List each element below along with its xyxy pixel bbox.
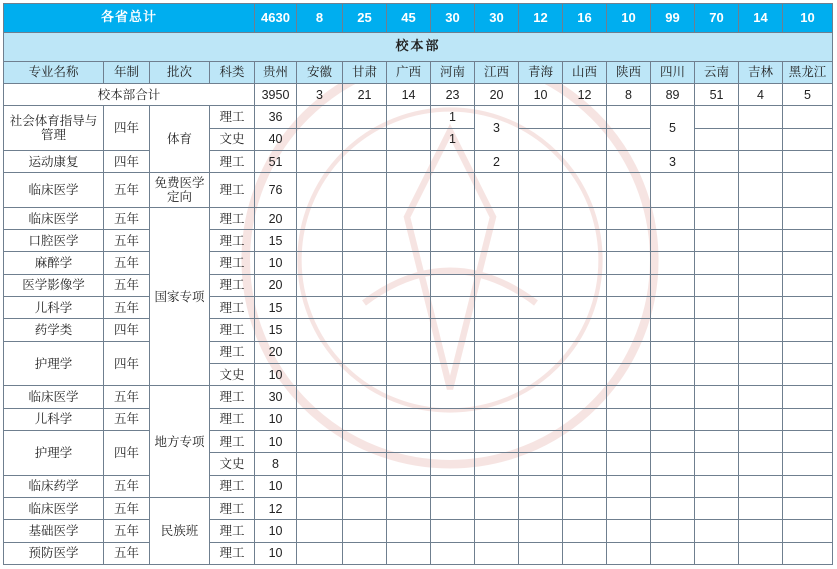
table-row — [4, 151, 833, 173]
program-years: 五年 — [104, 542, 150, 564]
table-row — [4, 319, 833, 341]
subject-type: 理工 — [210, 297, 255, 319]
major-name: 临床医学 — [4, 207, 104, 229]
subtotal-value: 4 — [739, 84, 783, 106]
guizhou-quota: 51 — [255, 151, 297, 173]
guizhou-quota: 76 — [255, 173, 297, 207]
column-header: 科类 — [210, 61, 255, 83]
program-years: 四年 — [104, 106, 150, 151]
sichuan-quota: 3 — [651, 151, 695, 173]
column-header: 黑龙江 — [783, 61, 833, 83]
program-years: 五年 — [104, 230, 150, 252]
admission-plan-table — [3, 3, 833, 565]
column-header: 批次 — [150, 61, 210, 83]
guizhou-quota: 15 — [255, 319, 297, 341]
major-name: 儿科学 — [4, 408, 104, 430]
total-value: 25 — [343, 4, 387, 33]
guizhou-quota: 8 — [255, 453, 297, 475]
guizhou-quota: 30 — [255, 386, 297, 408]
program-years: 五年 — [104, 408, 150, 430]
major-name: 麻醉学 — [4, 252, 104, 274]
column-header: 年制 — [104, 61, 150, 83]
major-name: 儿科学 — [4, 297, 104, 319]
subtotal-value: 21 — [343, 84, 387, 106]
column-header: 甘肃 — [343, 61, 387, 83]
table-row — [4, 542, 833, 564]
column-header: 贵州 — [255, 61, 297, 83]
subject-type: 理工 — [210, 230, 255, 252]
batch-name: 体育 — [150, 106, 210, 173]
total-value: 30 — [475, 4, 519, 33]
total-value: 16 — [563, 4, 607, 33]
table-row — [4, 520, 833, 542]
subject-type: 理工 — [210, 274, 255, 296]
jiangxi-quota: 3 — [475, 106, 519, 151]
total-value: 10 — [607, 4, 651, 33]
guizhou-quota: 10 — [255, 252, 297, 274]
total-value: 70 — [695, 4, 739, 33]
major-name: 社会体育指导与管理 — [4, 106, 104, 151]
table-row — [4, 341, 833, 363]
subject-type: 文史 — [210, 453, 255, 475]
program-years: 五年 — [104, 252, 150, 274]
subject-type: 理工 — [210, 408, 255, 430]
major-name: 口腔医学 — [4, 230, 104, 252]
total-value: 45 — [387, 4, 431, 33]
program-years: 五年 — [104, 173, 150, 207]
table-row — [4, 207, 833, 229]
guizhou-quota: 15 — [255, 230, 297, 252]
column-header: 青海 — [519, 61, 563, 83]
subject-type: 理工 — [210, 341, 255, 363]
subtotal-value: 89 — [651, 84, 695, 106]
table-row — [4, 297, 833, 319]
total-value: 12 — [519, 4, 563, 33]
total-row — [4, 4, 833, 33]
subject-type: 理工 — [210, 430, 255, 452]
program-years: 四年 — [104, 341, 150, 386]
column-header: 四川 — [651, 61, 695, 83]
guizhou-quota: 20 — [255, 207, 297, 229]
column-header: 江西 — [475, 61, 519, 83]
table-row — [4, 230, 833, 252]
column-header: 云南 — [695, 61, 739, 83]
henan-quota: 1 — [431, 106, 475, 128]
guizhou-quota: 20 — [255, 274, 297, 296]
table-row — [4, 475, 833, 497]
subject-type: 理工 — [210, 475, 255, 497]
subject-type: 理工 — [210, 106, 255, 128]
table-row — [4, 386, 833, 408]
batch-name: 免费医学定向 — [150, 173, 210, 207]
guizhou-quota: 10 — [255, 520, 297, 542]
guizhou-quota: 20 — [255, 341, 297, 363]
total-value: 99 — [651, 4, 695, 33]
subtotal-value: 14 — [387, 84, 431, 106]
major-name: 医学影像学 — [4, 274, 104, 296]
guizhou-quota: 10 — [255, 364, 297, 386]
major-name: 临床医学 — [4, 386, 104, 408]
subtotal-value: 3950 — [255, 84, 297, 106]
guizhou-quota: 12 — [255, 497, 297, 519]
table-row — [4, 274, 833, 296]
subject-type: 文史 — [210, 364, 255, 386]
subtotal-value: 51 — [695, 84, 739, 106]
subject-type: 理工 — [210, 207, 255, 229]
column-header-row — [4, 61, 833, 83]
major-name: 护理学 — [4, 341, 104, 386]
subtotal-value: 3 — [297, 84, 343, 106]
program-years: 五年 — [104, 475, 150, 497]
section-title: 校本部 — [4, 33, 833, 61]
major-name: 运动康复 — [4, 151, 104, 173]
column-header: 安徽 — [297, 61, 343, 83]
batch-name: 民族班 — [150, 497, 210, 564]
total-value: 30 — [431, 4, 475, 33]
sichuan-quota: 5 — [651, 106, 695, 151]
column-header: 河南 — [431, 61, 475, 83]
table-row — [4, 106, 833, 128]
guizhou-quota: 10 — [255, 430, 297, 452]
subject-type: 文史 — [210, 128, 255, 150]
column-header: 吉林 — [739, 61, 783, 83]
subtotal-row — [4, 84, 833, 106]
subject-type: 理工 — [210, 252, 255, 274]
column-header: 广西 — [387, 61, 431, 83]
subject-type: 理工 — [210, 386, 255, 408]
guizhou-quota: 40 — [255, 128, 297, 150]
subject-type: 理工 — [210, 151, 255, 173]
subtotal-value: 12 — [563, 84, 607, 106]
guizhou-quota: 10 — [255, 475, 297, 497]
program-years: 四年 — [104, 319, 150, 341]
batch-name: 地方专项 — [150, 386, 210, 498]
table-row — [4, 408, 833, 430]
program-years: 四年 — [104, 151, 150, 173]
section-row — [4, 33, 833, 61]
major-name: 临床药学 — [4, 475, 104, 497]
column-header: 陕西 — [607, 61, 651, 83]
major-name: 药学类 — [4, 319, 104, 341]
guizhou-quota: 36 — [255, 106, 297, 128]
subtotal-label: 校本部合计 — [4, 84, 255, 106]
batch-name: 国家专项 — [150, 207, 210, 386]
total-value: 14 — [739, 4, 783, 33]
total-label: 各省总计 — [4, 4, 255, 33]
major-name: 临床医学 — [4, 497, 104, 519]
subtotal-value: 10 — [519, 84, 563, 106]
table-row — [4, 497, 833, 519]
table-row — [4, 173, 833, 207]
subtotal-value: 8 — [607, 84, 651, 106]
subject-type: 理工 — [210, 520, 255, 542]
subject-type: 理工 — [210, 173, 255, 207]
program-years: 五年 — [104, 274, 150, 296]
subtotal-value: 23 — [431, 84, 475, 106]
total-value: 10 — [783, 4, 833, 33]
major-name: 护理学 — [4, 430, 104, 475]
major-name: 预防医学 — [4, 542, 104, 564]
subject-type: 理工 — [210, 542, 255, 564]
subject-type: 理工 — [210, 319, 255, 341]
program-years: 五年 — [104, 386, 150, 408]
column-header: 山西 — [563, 61, 607, 83]
program-years: 五年 — [104, 497, 150, 519]
guizhou-quota: 10 — [255, 542, 297, 564]
table-row — [4, 252, 833, 274]
column-header: 专业名称 — [4, 61, 104, 83]
table-row — [4, 430, 833, 452]
guizhou-quota: 15 — [255, 297, 297, 319]
major-name: 临床医学 — [4, 173, 104, 207]
program-years: 五年 — [104, 520, 150, 542]
subject-type: 理工 — [210, 497, 255, 519]
subtotal-value: 20 — [475, 84, 519, 106]
total-value: 4630 — [255, 4, 297, 33]
major-name: 基础医学 — [4, 520, 104, 542]
program-years: 五年 — [104, 207, 150, 229]
program-years: 四年 — [104, 430, 150, 475]
program-years: 五年 — [104, 297, 150, 319]
jiangxi-quota: 2 — [475, 151, 519, 173]
guizhou-quota: 10 — [255, 408, 297, 430]
total-value: 8 — [297, 4, 343, 33]
subtotal-value: 5 — [783, 84, 833, 106]
henan-quota: 1 — [431, 128, 475, 150]
